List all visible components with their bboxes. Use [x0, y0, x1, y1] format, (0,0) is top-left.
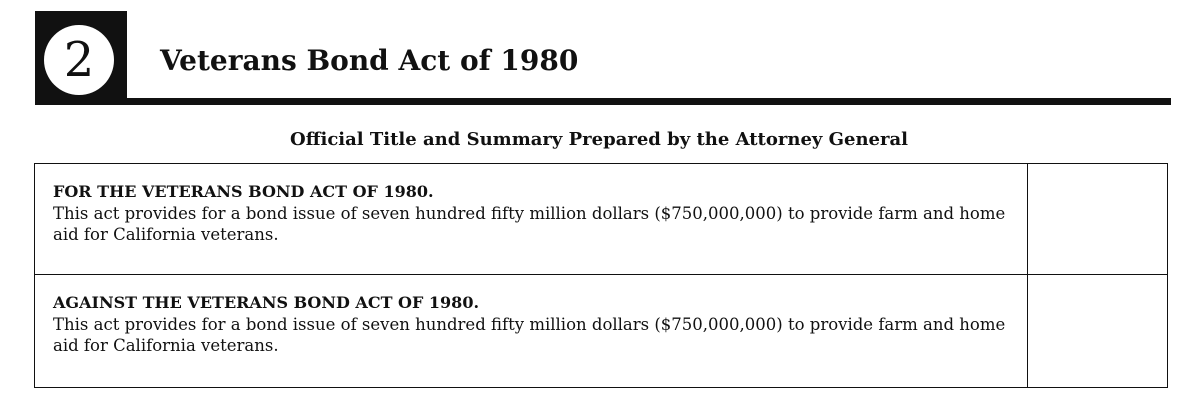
vote-box-against[interactable] [1027, 275, 1167, 387]
ballot-row-for [35, 164, 1167, 275]
ballot-table [34, 163, 1168, 388]
against-heading: AGAINST THE VETERANS BOND ACT OF 1980. [53, 293, 480, 312]
proposition-title: Veterans Bond Act of 1980 [160, 44, 579, 77]
proposition-number: 2 [44, 25, 114, 95]
ballot-row-for-text [53, 180, 1033, 245]
vote-box-for[interactable] [1027, 164, 1167, 274]
ballot-row-against [35, 275, 1167, 387]
summary-subtitle: Official Title and Summary Prepared by the Attorney General [290, 129, 908, 150]
for-heading: FOR THE VETERANS BOND ACT OF 1980. [53, 182, 434, 201]
proposition-header [35, 11, 1171, 105]
for-description: This act provides for a bond issue of seven hundred fifty million dollars ($750,000,000) to provide farm and home aid for California veterans. [53, 204, 1006, 244]
ballot-row-against-text [53, 291, 1033, 356]
against-description: This act provides for a bond issue of seven hundred fifty million dollars ($750,000,000) to provide farm and home aid for California veterans. [53, 315, 1006, 355]
proposition-number-block [35, 11, 127, 105]
header-rule [127, 98, 1171, 105]
